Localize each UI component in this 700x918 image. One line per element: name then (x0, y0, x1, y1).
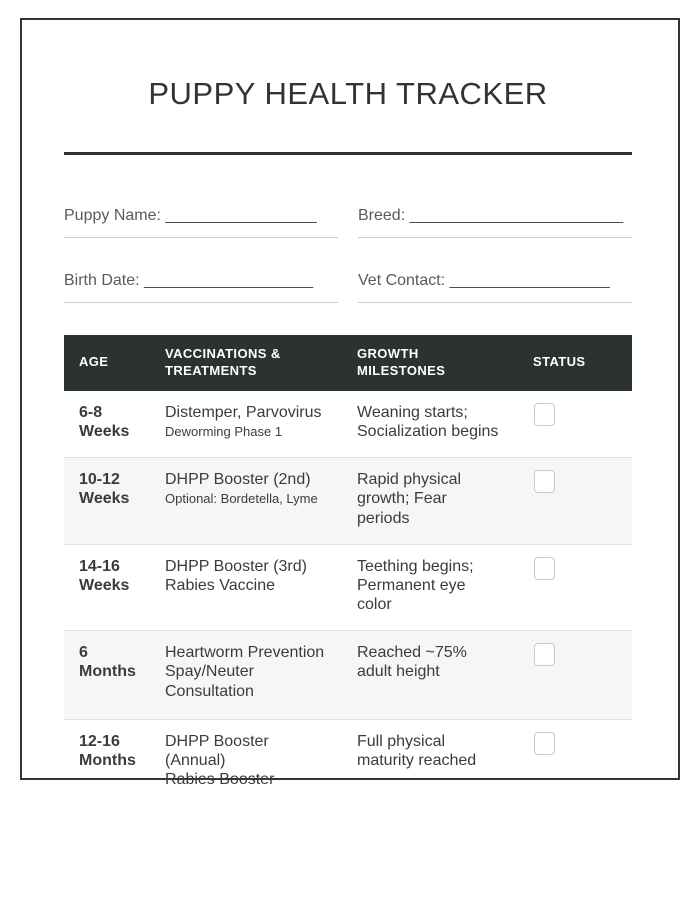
age-cell: 10-12 Weeks (64, 458, 150, 545)
field-vet-contact-label: Vet Contact: (358, 272, 446, 289)
table-row (64, 458, 632, 545)
table-row (64, 631, 632, 720)
table-header-row (64, 335, 632, 391)
owner-info-form (64, 207, 632, 303)
status-checkbox[interactable] (534, 643, 555, 666)
table-header-vaccinations: VACCINATIONS & TREATMENTS (150, 335, 342, 391)
age-cell: 12-16 Months (79, 732, 136, 770)
field-breed (358, 207, 632, 238)
table-row (64, 719, 632, 807)
title-divider (64, 152, 632, 155)
milestones-cell: Weaning starts; Socialization begins (342, 391, 518, 458)
vaccination-sub: Deworming Phase 1 (165, 423, 283, 439)
status-cell (518, 458, 632, 545)
vaccination-main: DHPP Booster (3rd) (165, 557, 307, 575)
age-cell: 6 Months (64, 631, 150, 720)
field-birth-date-blank: ___________________ (144, 272, 314, 289)
status-cell (518, 391, 632, 458)
age-cell: 14-16 Weeks (64, 544, 150, 631)
vaccinations-cell (150, 631, 342, 720)
vaccination-main: Heartworm Prevention (165, 644, 325, 662)
vaccination-main: Distemper, Parvovirus (165, 403, 322, 421)
document-page (20, 18, 680, 789)
vaccination-line2: Spay/Neuter Consultation (165, 663, 254, 700)
vaccination-sub: Optional: Bordetella, Lyme (165, 491, 318, 507)
field-puppy-name-blank: _________________ (165, 207, 317, 224)
health-schedule-table (64, 335, 632, 807)
field-vet-contact (358, 272, 632, 303)
field-birth-date (64, 272, 338, 303)
table-row (64, 544, 632, 631)
field-breed-blank: ________________________ (409, 207, 624, 224)
field-puppy-name-label: Puppy Name: (64, 207, 161, 224)
age-cell: 6-8 Weeks (64, 391, 150, 458)
table-header-milestones: GROWTH MILESTONES (342, 335, 518, 391)
field-puppy-name (64, 207, 338, 238)
vaccination-line2: Rabies Booster (165, 771, 275, 789)
status-checkbox[interactable] (534, 557, 555, 580)
field-breed-label: Breed: (358, 207, 406, 224)
status-checkbox[interactable] (534, 403, 555, 426)
status-checkbox[interactable] (534, 732, 555, 755)
milestones-cell: Rapid physical growth; Fear periods (342, 458, 518, 545)
milestones-cell: Teething begins; Permanent eye color (342, 544, 518, 631)
milestones-cell: Reached ~75% adult height (342, 631, 518, 720)
status-cell (518, 631, 632, 720)
status-cell (518, 544, 632, 631)
vaccination-main: DHPP Booster (Annual) (165, 732, 269, 770)
table-row (64, 391, 632, 458)
field-birth-date-label: Birth Date: (64, 272, 140, 289)
vaccinations-cell (150, 458, 342, 545)
vaccinations-cell (150, 544, 342, 631)
vaccinations-cell (150, 719, 342, 807)
vaccination-line2: Rabies Vaccine (165, 576, 275, 594)
table-header-status: STATUS (518, 335, 632, 391)
table-header-age: AGE (64, 335, 150, 391)
page-title: PUPPY HEALTH TRACKER (148, 76, 548, 111)
milestones-cell: Full physical maturity reached (357, 732, 477, 770)
status-checkbox[interactable] (534, 470, 555, 493)
vaccinations-cell (150, 391, 342, 458)
status-cell (518, 719, 632, 807)
vaccination-main: DHPP Booster (2nd) (165, 471, 311, 489)
field-vet-contact-blank: __________________ (449, 272, 610, 289)
